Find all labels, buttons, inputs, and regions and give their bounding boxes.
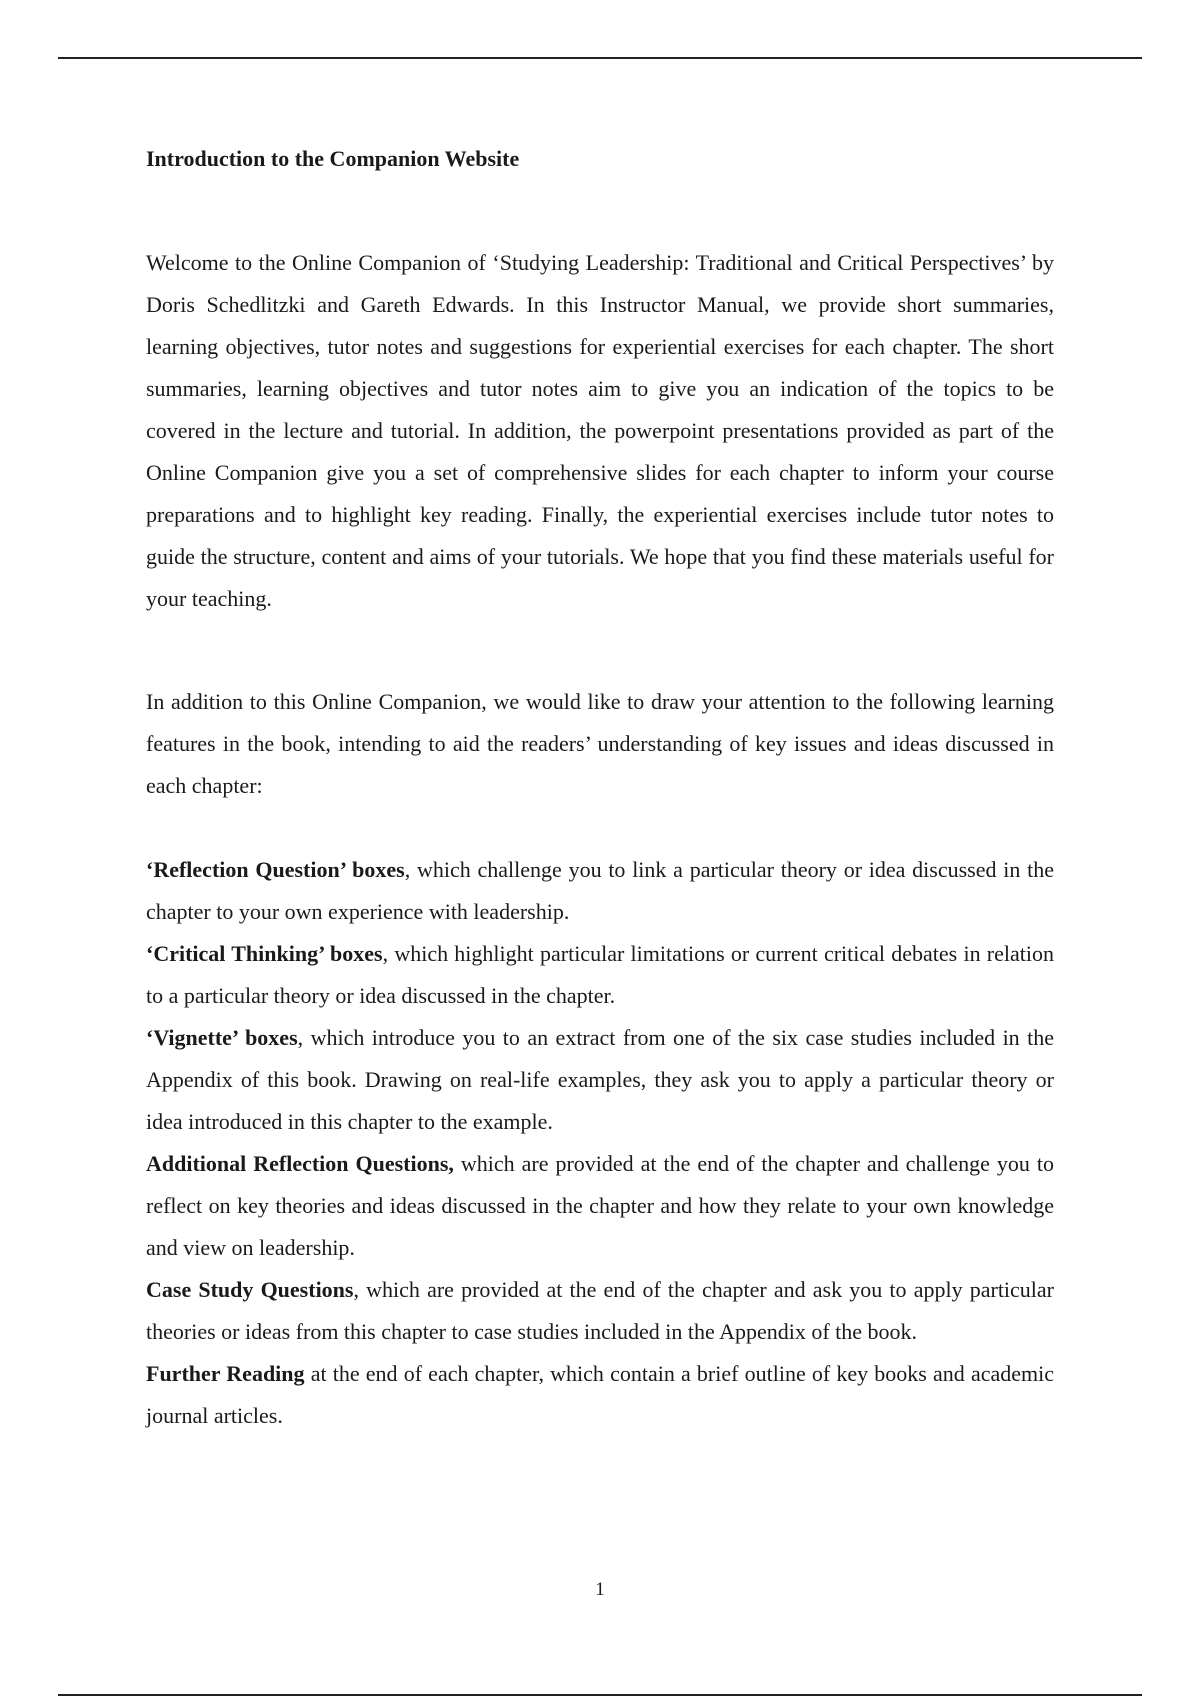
feature-term: Additional Reflection Questions, <box>146 1151 454 1176</box>
feature-vignette <box>146 1017 1054 1143</box>
feature-additional-reflection-questions <box>146 1143 1054 1269</box>
intro-paragraph: Welcome to the Online Companion of ‘Studying Leadership: Traditional and Critical Perspectives’ by Doris Schedlitzki and Gareth Edwards. In this Instructor Manual, we provide short summaries, learning objectives, tutor notes and suggestions for experiential exercises for each chapter. The short summaries, learning objectives and tutor notes aim to give you an indication of the topics to be covered in the lecture and tutorial. In addition, the powerpoint presentations provided as part of the Online Companion give you a set of comprehensive slides for each chapter to inform your course preparations and to highlight key reading. Finally, the experiential exercises include tutor notes to guide the structure, content and aims of your tutorials. We hope that you find these materials useful for your teaching. <box>146 250 1054 611</box>
feature-description: , which challenge you to link a particular theory or idea discussed in the chapter to your own experience with leadership. <box>146 857 1055 924</box>
feature-term: ‘Reflection Question’ boxes <box>146 857 405 882</box>
feature-description: , which are provided at the end of the chapter and ask you to apply particular theories or ideas from this chapter to case studies included in the Appendix of the book. <box>146 1277 1055 1344</box>
feature-case-study-questions <box>146 1269 1054 1353</box>
feature-description: , which introduce you to an extract from one of the six case studies included in the Appendix of this book. Drawing on real-life examples, they ask you to apply a particular theory or idea introduced in this chapter to the example. <box>146 1025 1055 1134</box>
feature-reflection-question <box>146 849 1054 933</box>
page-title: Introduction to the Companion Website <box>146 146 520 171</box>
feature-further-reading <box>146 1353 1054 1437</box>
feature-term: ‘Vignette’ boxes <box>146 1025 298 1050</box>
features-intro-paragraph: In addition to this Online Companion, we would like to draw your attention to the following learning features in the book, intending to aid the readers’ understanding of key issues and ideas discussed in each chapter: <box>146 689 1054 798</box>
learning-features-list <box>146 849 1054 1437</box>
feature-critical-thinking <box>146 933 1054 1017</box>
feature-term: Further Reading <box>146 1361 305 1386</box>
feature-term: Case Study Questions <box>146 1277 354 1302</box>
bottom-rule <box>58 1694 1142 1696</box>
feature-description: at the end of each chapter, which contain a brief outline of key books and academic journal articles. <box>146 1361 1054 1428</box>
top-rule <box>58 57 1142 59</box>
feature-term: ‘Critical Thinking’ boxes <box>146 941 383 966</box>
feature-description: , which highlight particular limitations or current critical debates in relation to a particular theory or idea discussed in the chapter. <box>146 941 1054 1008</box>
feature-description: which are provided at the end of the chapter and challenge you to reflect on key theories and ideas discussed in the chapter and how they relate to your own knowledge and view on leadership. <box>146 1151 1054 1260</box>
page-number: 1 <box>595 1579 605 1600</box>
